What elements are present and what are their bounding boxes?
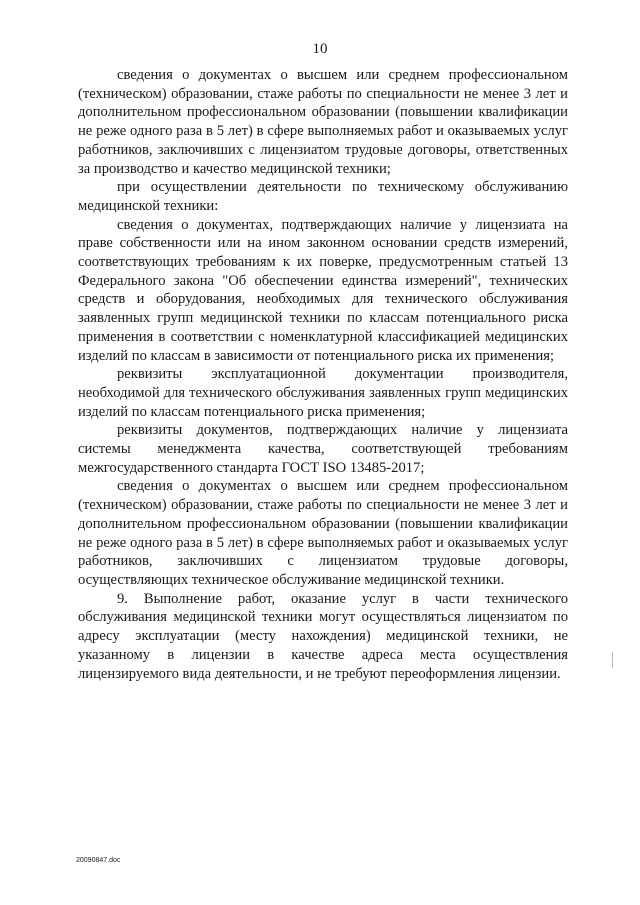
paragraph-item-9: 9. Выполнение работ, оказание услуг в части технического обслуживания медицинской техники могут осуществляться лицензиатом по адресу эксплуатации (месту нахождения) медицинской техники, не указанному в лицензии в качестве адреса места осуществления лицензируемого вида деятельности, и не требуют переоформления лицензии. bbox=[78, 590, 568, 682]
footer-filename: 20090847.doc bbox=[76, 857, 121, 864]
document-body bbox=[78, 66, 568, 683]
paragraph-education-maintenance: сведения о документах о высшем или среднем профессиональном (техническом) образовании, стаже работы по специальности не менее 3 лет и дополнительном профессиональном образовании (повышении квалификации не реже одного раза в 5 лет) в сфере выполняемых работ и оказываемых услуг работников, заключивших с лицензиатом трудовые договоры, осуществляющих техническое обслуживание медицинской техники. bbox=[78, 478, 568, 588]
page-number: 10 bbox=[312, 41, 328, 57]
scan-artifact bbox=[612, 652, 613, 668]
paragraph-quality-management: реквизиты документов, подтверждающих наличие у лицензиата системы менеджмента качества, соответствующей требованиям межгосударственного стандарта ГОСТ ISO 13485-2017; bbox=[78, 422, 568, 476]
paragraph-maintenance-heading: при осуществлении деятельности по техническому обслуживанию медицинской техники: bbox=[78, 179, 568, 214]
paragraph-education-production: сведения о документах о высшем или среднем профессиональном (техническом) образовании, стаже работы по специальности не менее 3 лет и дополнительном профессиональном образовании (повышении квалификации не реже одного раза в 5 лет) в сфере выполняемых работ и оказываемых услуг работников, заключивших с лицензиатом трудовые договоры, ответственных за производство и качество медицинской техники; bbox=[78, 67, 568, 177]
paragraph-operational-documentation: реквизиты эксплуатационной документации производителя, необходимой для технического обслуживания заявленных групп медицинских изделий по классам потенциального риска применения; bbox=[78, 366, 568, 420]
paragraph-measuring-instruments: сведения о документах, подтверждающих наличие у лицензиата на праве собственности или на ином законном основании средств измерений, соответствующих требованиям к их поверке, предусмотренным статьей 13 Федерального закона "Об обеспечении единства измерений", технических средств и оборудования, необходимых для технического обслуживания заявленных групп медицинской техники по классам потенциального риска применения в соответствии с номенклатурной классификацией медицинских изделий по классам в зависимости от потенциального риска их применения; bbox=[78, 216, 568, 364]
